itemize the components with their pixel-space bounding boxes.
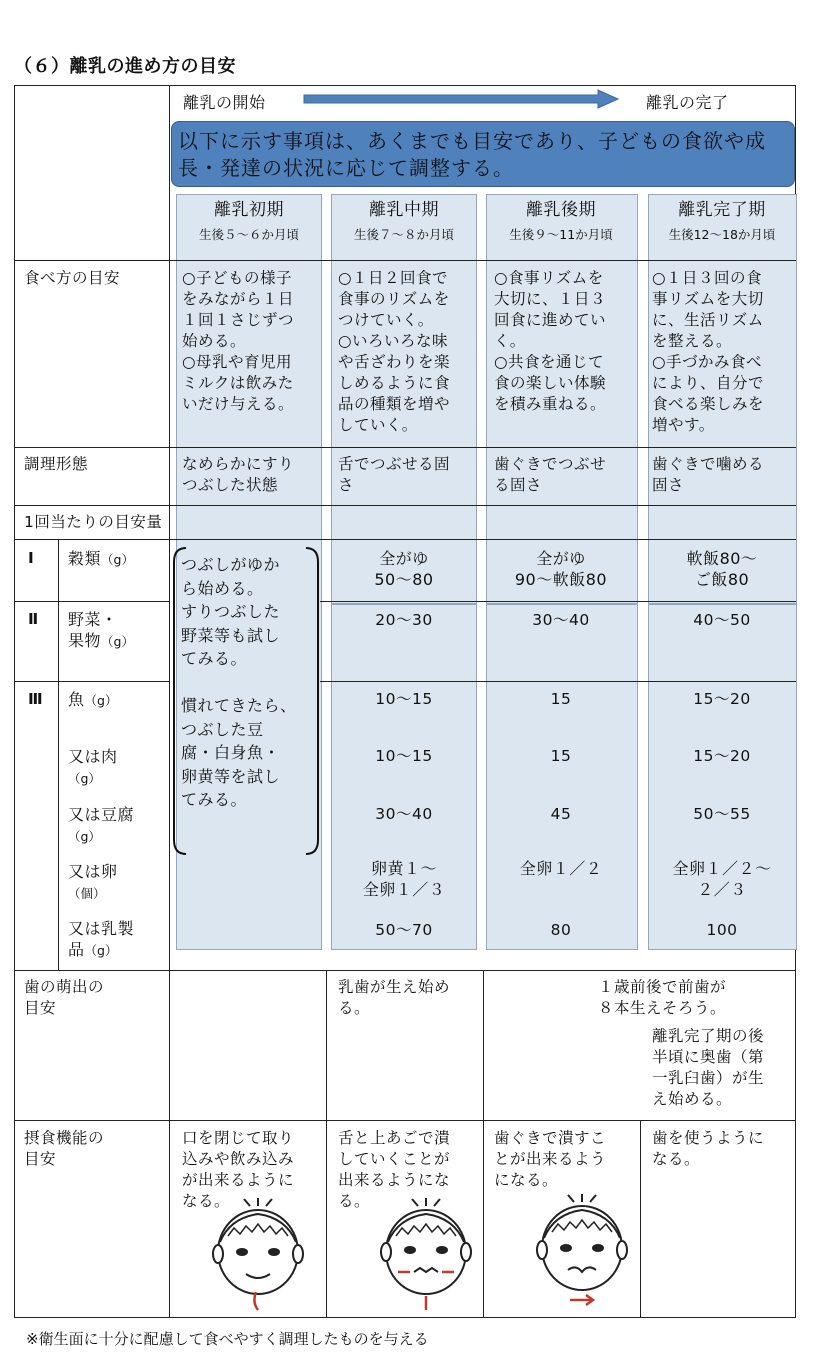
food-label-2: 野菜・ 果物（g） (68, 610, 134, 650)
fish-complete: 15～20 (693, 690, 751, 708)
grid-line (14, 970, 796, 971)
eating-goal-complete: ○１日３回の食 事リズムを大切 に、生活リズム を整える。 ○手づかみ食べ により、自分で 食べる楽しみを 増やす。 (652, 269, 765, 434)
grid-line (326, 970, 327, 1318)
progression-arrow-icon (302, 88, 622, 110)
cooking-form-early: なめらかにすり つぶした状態 (182, 455, 295, 494)
stage-late-column-lower (486, 604, 638, 950)
food-label-4: 又は肉 （g） (68, 747, 118, 786)
grid-line (58, 539, 59, 970)
eating-goal-late: ○食事リズムを 大切に、１日３ 回食に進めてい く。 ○共食を通じて 食の楽しい体験 を積み重ねる。 (494, 269, 607, 413)
grain-late: 全がゆ 90～軟飯80 (514, 549, 608, 589)
dairy-mid: 50～70 (375, 921, 433, 939)
feeding-complete: 歯を使うように なる。 (652, 1129, 765, 1168)
grid-line (14, 1120, 796, 1121)
stage-name-early: 離乳初期 (214, 200, 284, 220)
teeth-late: １歳前後で前歯が ８本生えそろう。 (598, 978, 727, 1017)
notice-banner-text: 以下に示す事項は、あくまでも目安であり、子どもの食欲や成長・発達の状況に応じて調整する。 (178, 129, 766, 180)
dairy-complete: 100 (706, 921, 738, 939)
baby-face-late-icon (534, 1192, 630, 1310)
fish-mid: 10～15 (375, 690, 433, 708)
veg-mid: 20～30 (375, 611, 433, 629)
cooking-form-late: 歯ぐきでつぶせ る固さ (494, 455, 607, 494)
tofu-complete: 50～55 (693, 805, 751, 823)
early-amount-note: つぶしがゆか ら始める。 すりつぶした 野菜等も試し てみる。 慣れてきたら、 つぶした豆 腐・白身魚・ 卵黄等を試し てみる。 (181, 555, 297, 809)
stage-name-late: 離乳後期 (526, 200, 596, 220)
food-label-6: 又は卵 （個） (68, 862, 118, 901)
stage-age-late: 生後９～11か月頃 (509, 227, 613, 242)
teeth-complete: 離乳完了期の後 半頃に奥歯（第 一乳臼歯）が生 え始める。 (652, 1027, 765, 1108)
stage-age-complete: 生後12～18か月頃 (668, 227, 776, 242)
veg-late: 30～40 (532, 611, 590, 629)
food-roman-2: Ⅱ (28, 610, 39, 628)
grain-complete: 軟飯80～ ご飯80 (686, 549, 758, 589)
dairy-late: 80 (550, 921, 572, 939)
baby-face-early-icon (210, 1196, 306, 1314)
veg-complete: 40～50 (693, 611, 751, 629)
page-title: （６）離乳の進め方の目安 (14, 56, 236, 77)
stage-age-early: 生後５～６か月頃 (198, 227, 299, 242)
feeding-mid: 舌と上あごで潰 していくことが 出来るようにな る。 (338, 1129, 451, 1210)
egg-late: 全卵１／２ (519, 859, 603, 878)
tofu-late: 45 (550, 805, 572, 823)
stage-name-complete: 離乳完了期 (678, 200, 766, 220)
feeding-early: 口を閉じて取り 込みや飲み込み が出来るように なる。 (182, 1129, 295, 1210)
grid-line (14, 505, 796, 506)
row-label-eating-goal: 食べ方の目安 (24, 269, 121, 287)
stage-name-mid: 離乳中期 (369, 200, 439, 220)
row-label-teeth: 歯の萌出の 目安 (24, 978, 105, 1017)
food-label-7: 又は乳製 品（g） (68, 919, 135, 959)
meat-complete: 15～20 (693, 747, 751, 765)
stage-age-mid: 生後７～８か月頃 (353, 227, 454, 242)
progression-end: 離乳の完了 (646, 93, 729, 112)
eating-goal-early: ○子どもの様子 をみながら１日 １回１さじずつ 始める。 ○母乳や育児用 ミルクは飲みた いだけ与える。 (182, 269, 295, 413)
feeding-late: 歯ぐきで潰すこ とが出来るよう になる。 (494, 1129, 607, 1189)
grid-line (320, 601, 796, 602)
tofu-mid: 30～40 (375, 805, 433, 823)
grid-line (483, 970, 484, 1318)
egg-complete: 全卵１／２～ ２／３ (672, 859, 772, 899)
row-label-feeding-function: 摂食機能の 目安 (24, 1129, 105, 1168)
grid-line (320, 681, 796, 682)
cooking-form-mid: 舌でつぶせる固 さ (338, 455, 451, 494)
food-roman-1: Ⅰ (28, 549, 35, 567)
progression-start: 離乳の開始 (183, 93, 266, 112)
food-roman-3: Ⅲ (28, 690, 44, 708)
grid-line (14, 681, 169, 682)
teeth-mid: 乳歯が生え始め る。 (338, 978, 451, 1017)
grid-line (640, 1120, 641, 1318)
grain-mid: 全がゆ 50～80 (374, 549, 434, 589)
egg-mid: 卵黄１～ 全卵１／３ (362, 859, 446, 899)
grid-line (14, 260, 796, 261)
food-label-5: 又は豆腐 （g） (68, 805, 135, 844)
row-label-amount: 1回当たりの目安量 (24, 513, 163, 531)
baby-face-mid-icon (378, 1196, 474, 1314)
meat-mid: 10～15 (375, 747, 433, 765)
grid-line (14, 601, 169, 602)
grid-line (14, 447, 796, 448)
row-label-cooking-form: 調理形態 (24, 455, 89, 473)
eating-goal-mid: ○１日２回食で 食事のリズムを つけていく。 ○いろいろな味 や舌ざわりを楽 しめるように食 品の種類を増や していく。 (338, 269, 451, 434)
grid-line (14, 539, 796, 540)
cooking-form-complete: 歯ぐきで噛める 固さ (652, 455, 765, 494)
footnote: ※衛生面に十分に配慮して食べやすく調理したものを与える (26, 1330, 429, 1348)
food-label-1: 穀類（g） (68, 549, 134, 568)
fish-late: 15 (550, 690, 572, 708)
meat-late: 15 (550, 747, 572, 765)
food-label-3: 魚（g） (68, 690, 118, 709)
